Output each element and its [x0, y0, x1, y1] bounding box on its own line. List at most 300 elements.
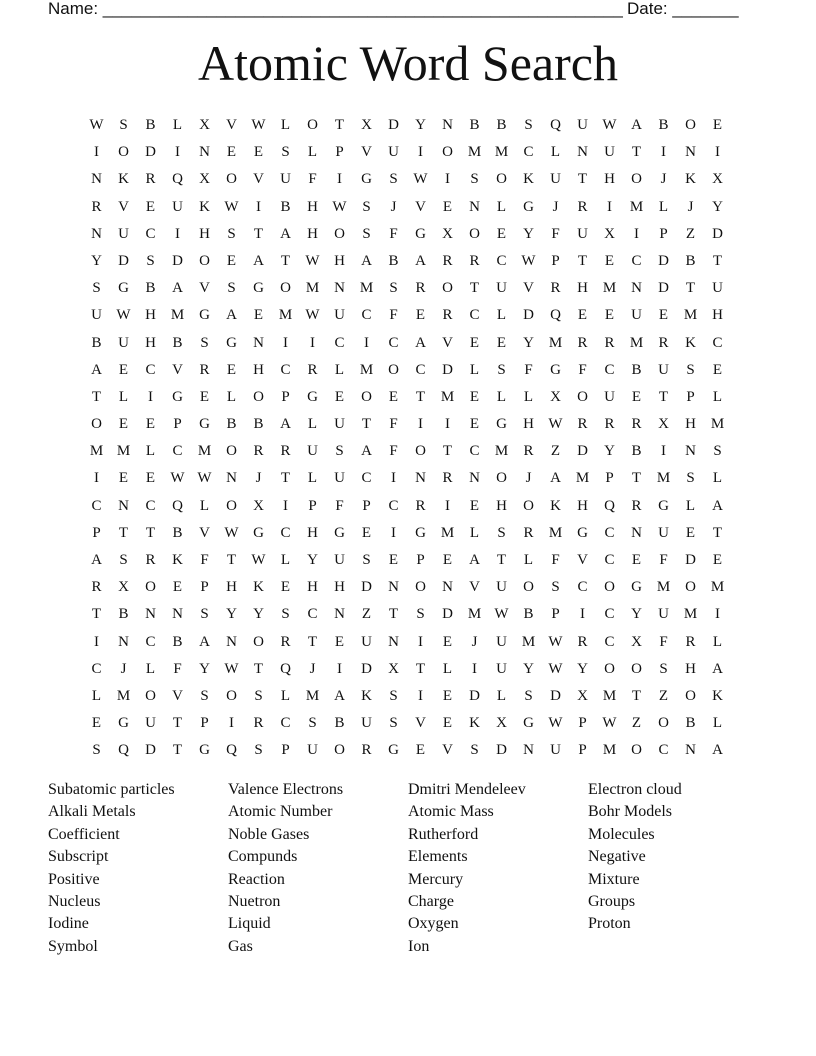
grid-letter: M: [548, 524, 563, 541]
grid-letter: G: [307, 388, 318, 405]
grid-letter: D: [658, 252, 669, 269]
grid-letter: L: [658, 198, 669, 215]
grid-letter: M: [89, 443, 104, 460]
grid-letter: I: [337, 171, 342, 188]
grid-letter: N: [388, 633, 399, 650]
grid-letter: M: [656, 579, 671, 596]
grid-letter: M: [305, 687, 320, 704]
grid-letter: I: [418, 416, 423, 433]
grid-letter: C: [280, 524, 291, 541]
grid-letter: L: [334, 361, 345, 378]
grid-letter: L: [280, 687, 291, 704]
grid-letter: S: [524, 117, 533, 133]
grid-letter: D: [388, 117, 399, 133]
grid-letter: M: [305, 280, 320, 297]
grid-letter: G: [631, 579, 642, 596]
grid-letter: N: [577, 144, 588, 161]
grid-letter: E: [577, 307, 588, 324]
grid-letter: G: [523, 715, 534, 732]
grid-letter: C: [280, 361, 291, 378]
grid-letter: H: [307, 524, 318, 541]
grid-letter: L: [496, 687, 507, 704]
grid-letter: K: [361, 687, 372, 704]
grid-letter: L: [91, 687, 102, 704]
grid-letter: G: [199, 307, 210, 324]
grid-letter: R: [523, 524, 534, 541]
grid-letter: N: [226, 470, 237, 487]
grid-letter: S: [389, 715, 398, 732]
word-list-item: Mercury: [408, 870, 464, 888]
grid-letter: H: [496, 497, 507, 514]
grid-letter: D: [577, 443, 588, 460]
grid-letter: L: [307, 470, 318, 487]
grid-letter: S: [389, 171, 398, 188]
grid-letter: C: [172, 443, 183, 460]
grid-letter: H: [307, 579, 318, 596]
grid-letter: N: [145, 606, 156, 623]
grid-letter: X: [496, 715, 507, 732]
grid-letter: L: [280, 117, 291, 133]
word-list-item: Subatomic particles: [48, 781, 175, 798]
grid-letter: U: [550, 171, 561, 188]
grid-letter: F: [524, 361, 533, 378]
grid-letter: L: [172, 117, 183, 133]
grid-letter: U: [334, 470, 345, 487]
grid-letter: L: [550, 144, 561, 161]
word-list-item: Negative: [588, 848, 646, 866]
grid-letter: P: [551, 252, 560, 269]
grid-row: [83, 359, 731, 386]
grid-letter: A: [415, 252, 426, 269]
grid-letter: D: [442, 606, 453, 623]
grid-letter: S: [254, 742, 263, 759]
grid-letter: L: [145, 443, 156, 460]
word-list-item: Gas: [228, 937, 253, 955]
grid-letter: K: [172, 552, 183, 568]
grid-letter: I: [661, 144, 666, 161]
grid-letter: C: [145, 361, 156, 378]
grid-letter: K: [712, 687, 723, 704]
grid-letter: C: [469, 307, 480, 324]
grid-letter: E: [712, 117, 723, 133]
grid-letter: E: [442, 198, 453, 215]
grid-letter: S: [281, 606, 290, 623]
grid-letter: M: [602, 742, 617, 759]
grid-letter: D: [496, 742, 507, 759]
grid-letter: C: [631, 252, 642, 269]
grid-letter: E: [253, 307, 264, 324]
grid-letter: U: [307, 742, 318, 759]
grid-letter: T: [361, 416, 372, 433]
grid-letter: T: [280, 252, 291, 269]
grid-letter: H: [604, 171, 615, 188]
grid-letter: O: [685, 687, 696, 704]
grid-letter: L: [685, 497, 696, 514]
grid-letter: M: [278, 307, 293, 324]
grid-letter: Q: [226, 742, 237, 759]
grid-letter: H: [712, 307, 723, 324]
grid-letter: I: [391, 470, 396, 487]
grid-letter: W: [224, 198, 239, 215]
grid-letter: I: [310, 334, 315, 351]
word-list-item: Symbol: [48, 937, 98, 955]
grid-row: [83, 658, 731, 685]
grid-letter: O: [685, 117, 696, 133]
grid-row: [83, 522, 731, 549]
grid-letter: U: [334, 307, 345, 324]
grid-letter: A: [91, 361, 102, 378]
grid-letter: A: [280, 416, 291, 433]
grid-letter: E: [145, 198, 156, 215]
grid-letter: M: [683, 307, 698, 324]
grid-letter: O: [361, 388, 372, 405]
grid-letter: V: [253, 171, 264, 188]
grid-letter: O: [307, 117, 318, 133]
grid-letter: O: [442, 280, 453, 297]
word-list-item: Elements: [408, 848, 468, 866]
grid-letter: C: [712, 334, 723, 351]
grid-letter: C: [145, 225, 156, 242]
grid-letter: I: [283, 497, 288, 514]
grid-letter: R: [91, 198, 102, 215]
word-list-item: Nucleus: [48, 892, 101, 910]
grid-letter: L: [280, 552, 291, 568]
grid-letter: R: [442, 470, 453, 487]
grid-row: [83, 413, 731, 440]
grid-letter: C: [523, 144, 534, 161]
page-title: Atomic Word Search: [198, 35, 618, 91]
grid-letter: L: [496, 198, 507, 215]
grid-letter: U: [658, 361, 669, 378]
grid-letter: S: [362, 198, 371, 215]
grid-letter: A: [226, 307, 237, 324]
word-list-item: Compunds: [228, 848, 298, 866]
grid-row: [83, 223, 731, 250]
grid-letter: B: [172, 524, 183, 541]
grid-letter: A: [280, 225, 291, 242]
grid-letter: M: [602, 280, 617, 297]
grid-letter: L: [118, 388, 129, 405]
grid-letter: S: [92, 742, 101, 759]
grid-letter: N: [118, 497, 129, 514]
grid-letter: S: [497, 524, 506, 541]
grid-letter: U: [91, 307, 102, 324]
grid-letter: B: [91, 334, 102, 351]
grid-letter: O: [226, 687, 237, 704]
grid-letter: C: [496, 252, 507, 269]
grid-letter: R: [577, 416, 588, 433]
grid-row: [83, 304, 731, 331]
grid-letter: T: [712, 252, 723, 269]
grid-letter: E: [604, 307, 615, 324]
grid-letter: T: [631, 144, 642, 161]
grid-letter: H: [334, 252, 345, 269]
grid-letter: H: [307, 225, 318, 242]
grid-letter: N: [415, 470, 426, 487]
grid-letter: G: [361, 171, 372, 188]
grid-letter: A: [550, 470, 561, 487]
grid-letter: S: [92, 280, 101, 297]
grid-letter: X: [577, 687, 588, 704]
grid-letter: O: [442, 144, 453, 161]
word-list-item: Molecules: [588, 825, 655, 843]
grid-letter: V: [172, 687, 183, 704]
grid-letter: U: [712, 280, 723, 297]
grid-letter: J: [552, 198, 559, 215]
grid-letter: I: [229, 715, 234, 732]
grid-letter: R: [523, 443, 534, 460]
grid-letter: Q: [172, 171, 183, 188]
grid-letter: I: [445, 497, 450, 514]
grid-letter: G: [199, 742, 210, 759]
grid-letter: O: [334, 225, 345, 242]
grid-letter: K: [550, 497, 561, 514]
grid-letter: L: [469, 361, 480, 378]
grid-letter: K: [118, 171, 129, 188]
grid-letter: L: [199, 497, 210, 514]
grid-letter: B: [226, 416, 237, 433]
grid-letter: E: [226, 252, 237, 269]
grid-letter: P: [92, 524, 101, 541]
grid-letter: T: [712, 524, 723, 541]
grid-letter: L: [226, 388, 237, 405]
grid-letter: V: [361, 144, 372, 161]
grid-row: [83, 739, 731, 766]
grid-letter: R: [550, 280, 561, 297]
grid-letter: W: [548, 416, 563, 433]
grid-letter: B: [631, 443, 642, 460]
grid-letter: O: [496, 171, 507, 188]
grid-letter: P: [578, 742, 587, 759]
grid-letter: G: [172, 388, 183, 405]
grid-letter: I: [418, 633, 423, 650]
grid-letter: T: [253, 660, 264, 677]
grid-letter: E: [226, 144, 237, 161]
grid-letter: N: [442, 579, 453, 596]
grid-letter: R: [199, 361, 210, 378]
grid-letter: W: [251, 552, 266, 568]
word-list-item: Valence Electrons: [228, 781, 344, 798]
grid-letter: M: [521, 633, 536, 650]
grid-letter: S: [227, 225, 236, 242]
grid-letter: E: [388, 552, 399, 568]
grid-letter: P: [362, 497, 371, 514]
grid-letter: P: [281, 388, 290, 405]
grid-letter: M: [683, 606, 698, 623]
grid-letter: J: [120, 660, 127, 677]
grid-letter: U: [577, 225, 588, 242]
grid-letter: F: [389, 307, 398, 324]
grid-letter: V: [415, 715, 426, 732]
grid-letter: Q: [118, 742, 129, 759]
grid-letter: R: [253, 443, 264, 460]
grid-letter: P: [200, 715, 209, 732]
grid-letter: X: [550, 388, 561, 405]
grid-letter: U: [118, 225, 129, 242]
grid-letter: U: [118, 334, 129, 351]
grid-letter: C: [577, 579, 588, 596]
grid-letter: G: [226, 334, 237, 351]
grid-letter: U: [550, 742, 561, 759]
grid-row: [83, 196, 731, 223]
grid-letter: L: [307, 416, 318, 433]
grid-letter: C: [307, 606, 318, 623]
grid-letter: D: [712, 225, 723, 242]
grid-letter: Y: [631, 606, 642, 623]
grid-letter: K: [523, 171, 534, 188]
grid-letter: K: [685, 171, 696, 188]
grid-letter: Y: [604, 443, 615, 460]
grid-letter: Y: [523, 334, 534, 351]
word-list-item: Alkali Metals: [48, 803, 136, 821]
grid-letter: T: [118, 524, 129, 541]
grid-letter: O: [415, 579, 426, 596]
grid-letter: H: [145, 307, 156, 324]
grid-letter: Q: [550, 307, 561, 324]
grid-letter: O: [280, 280, 291, 297]
grid-letter: O: [658, 715, 669, 732]
grid-letter: E: [442, 687, 453, 704]
name-field: Name: _______________________________________________________: [48, 0, 623, 18]
grid-letter: V: [469, 579, 480, 596]
grid-letter: T: [172, 715, 183, 732]
grid-letter: C: [280, 715, 291, 732]
grid-letter: A: [361, 252, 372, 269]
grid-letter: N: [469, 198, 480, 215]
word-list-item: Oxygen: [408, 915, 459, 933]
grid-letter: P: [578, 715, 587, 732]
grid-letter: M: [116, 687, 131, 704]
grid-letter: C: [361, 470, 372, 487]
grid-letter: R: [604, 416, 615, 433]
grid-letter: T: [415, 388, 426, 405]
grid-letter: D: [145, 742, 156, 759]
grid-letter: I: [175, 225, 180, 242]
grid-letter: P: [605, 470, 614, 487]
grid-letter: U: [361, 633, 372, 650]
grid-row: [83, 495, 731, 522]
grid-letter: L: [307, 144, 318, 161]
grid-letter: I: [715, 606, 720, 623]
grid-letter: N: [253, 334, 264, 351]
grid-letter: E: [334, 633, 345, 650]
grid-letter: X: [604, 225, 615, 242]
grid-letter: C: [604, 633, 615, 650]
word-list-item: Ion: [408, 937, 430, 955]
grid-letter: E: [361, 524, 372, 541]
grid-letter: S: [659, 660, 668, 677]
grid-letter: Q: [604, 497, 615, 514]
grid-letter: V: [442, 334, 453, 351]
grid-letter: Y: [199, 660, 210, 677]
grid-letter: E: [712, 361, 723, 378]
grid-letter: E: [631, 388, 642, 405]
grid-letter: O: [469, 225, 480, 242]
grid-letter: R: [631, 497, 642, 514]
grid-letter: Z: [361, 606, 372, 623]
grid-letter: S: [200, 334, 209, 351]
grid-letter: I: [175, 144, 180, 161]
grid-row: [83, 386, 731, 413]
grid-letter: L: [496, 388, 507, 405]
grid-letter: H: [334, 579, 345, 596]
grid-letter: T: [280, 470, 291, 487]
grid-letter: O: [334, 742, 345, 759]
grid-letter: U: [280, 171, 291, 188]
grid-letter: C: [388, 334, 399, 351]
grid-letter: B: [658, 117, 669, 133]
grid-letter: D: [550, 687, 561, 704]
grid-letter: P: [335, 144, 344, 161]
grid-letter: R: [577, 198, 588, 215]
grid-letter: O: [145, 579, 156, 596]
grid-letter: W: [116, 307, 131, 324]
grid-letter: C: [145, 633, 156, 650]
grid-letter: H: [685, 660, 696, 677]
grid-letter: N: [334, 280, 345, 297]
grid-letter: F: [659, 633, 668, 650]
grid-letter: U: [658, 524, 669, 541]
grid-letter: G: [334, 524, 345, 541]
grid-letter: D: [172, 252, 183, 269]
grid-letter: M: [629, 198, 644, 215]
grid-letter: S: [362, 552, 371, 568]
grid-letter: W: [89, 117, 104, 133]
word-list-item: Subscript: [48, 848, 109, 866]
grid-letter: W: [197, 470, 212, 487]
grid-letter: H: [199, 225, 210, 242]
grid-letter: V: [199, 280, 210, 297]
grid-letter: O: [415, 443, 426, 460]
grid-letter: Y: [577, 660, 588, 677]
grid-letter: C: [361, 307, 372, 324]
grid-letter: K: [253, 579, 264, 596]
grid-letter: W: [224, 524, 239, 541]
grid-letter: Z: [658, 687, 669, 704]
grid-letter: I: [94, 633, 99, 650]
grid-letter: M: [494, 443, 509, 460]
grid-letter: R: [577, 334, 588, 351]
grid-letter: N: [199, 144, 210, 161]
grid-letter: B: [118, 606, 129, 623]
grid-letter: E: [631, 552, 642, 568]
grid-letter: E: [280, 579, 291, 596]
grid-letter: H: [226, 579, 237, 596]
grid-letter: I: [472, 660, 477, 677]
grid-letter: W: [305, 307, 320, 324]
grid-letter: J: [390, 198, 397, 215]
grid-letter: B: [145, 280, 156, 297]
grid-letter: J: [660, 171, 667, 188]
grid-row: [83, 467, 731, 494]
grid-letter: S: [119, 117, 128, 133]
grid-letter: S: [254, 687, 263, 704]
grid-letter: R: [604, 334, 615, 351]
grid-letter: U: [145, 715, 156, 732]
grid-letter: S: [335, 443, 344, 460]
grid-letter: E: [145, 470, 156, 487]
grid-letter: A: [469, 552, 480, 568]
grid-letter: Z: [631, 715, 642, 732]
grid-letter: M: [467, 606, 482, 623]
grid-letter: S: [389, 687, 398, 704]
grid-letter: E: [415, 742, 426, 759]
grid-letter: M: [116, 443, 131, 460]
word-list-item: Groups: [588, 892, 636, 910]
grid-letter: M: [575, 470, 590, 487]
grid-letter: S: [713, 443, 722, 460]
grid-letter: C: [658, 742, 669, 759]
